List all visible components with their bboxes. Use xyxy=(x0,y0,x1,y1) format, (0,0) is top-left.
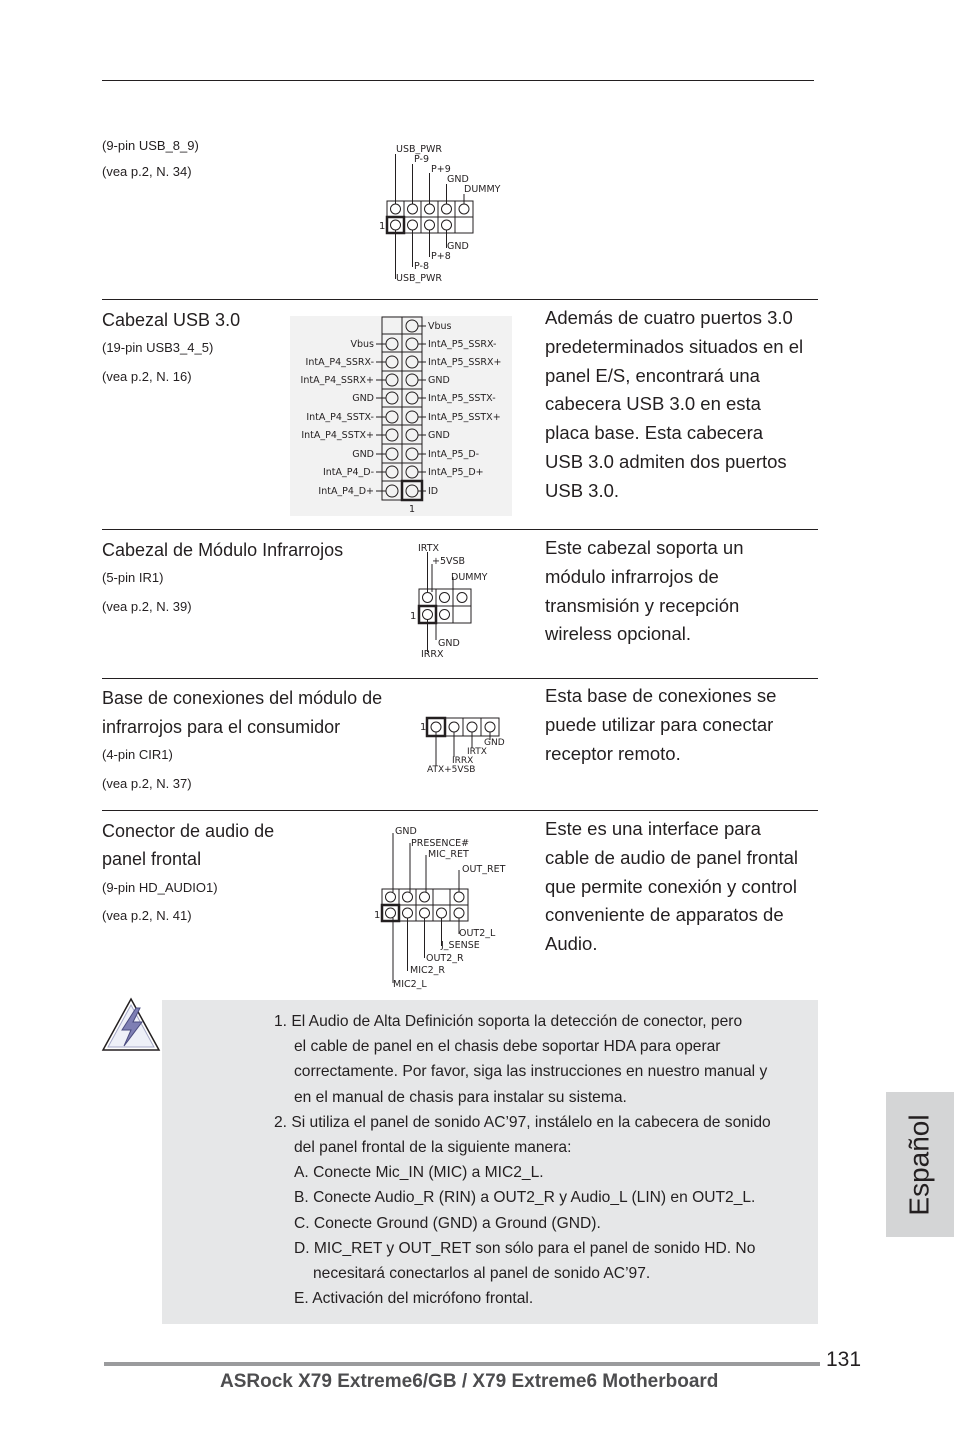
ir-pin-label: IRRX xyxy=(421,649,444,660)
usb89-pin-label: P-8 xyxy=(414,261,429,272)
usb3-left-pin: GND xyxy=(352,449,374,460)
audio-desc-line: Audio. xyxy=(545,933,598,955)
ir-desc-line: transmisión y recepción xyxy=(545,594,740,616)
audio-title-line1: Conector de audio de xyxy=(102,821,275,841)
audio-pin-label: J_SENSE xyxy=(441,940,480,951)
audio-desc-line: cable de audio de panel frontal xyxy=(545,846,799,868)
cir-description xyxy=(545,682,776,768)
ir-pin-label: +5VSB xyxy=(432,556,466,567)
usb3-right-pin: IntA_P5_SSRX- xyxy=(428,339,497,350)
usb3-pin-diagram xyxy=(290,316,512,516)
usb3-desc-line: placa base. Esta cabecera xyxy=(545,422,764,444)
note-item: B. Conecte Audio_R (RIN) a OUT2_R y Audio_L (LIN) en OUT2_L. xyxy=(294,1189,756,1207)
note-item: C. Conecte Ground (GND) a Ground (GND). xyxy=(294,1214,601,1232)
usb3-desc-line: USB 3.0 admiten dos puertos xyxy=(545,450,787,472)
usb89-pin-label: GND xyxy=(447,241,469,252)
ir-desc-line: módulo infrarrojos de xyxy=(545,565,719,587)
usb3-desc-line: cabecera USB 3.0 en esta xyxy=(545,393,761,415)
ir-pin-label: DUMMY xyxy=(451,572,488,583)
warning-icon xyxy=(100,996,162,1054)
note-item: el cable de panel en el chasis debe soportar HDA para operar xyxy=(294,1038,721,1056)
usb3-right-pin: GND xyxy=(428,375,450,386)
usb3-desc-line: USB 3.0. xyxy=(545,479,620,501)
cir-pin-label: ATX+5VSB xyxy=(427,765,476,775)
audio-pin-count: (9-pin HD_AUDIO1) xyxy=(102,880,218,895)
usb89-pin-count: (9-pin USB_8_9) xyxy=(102,138,199,153)
audio-title-line2: panel frontal xyxy=(102,849,202,869)
note-item: del panel frontal de la siguiente manera: xyxy=(294,1139,572,1157)
header-rule xyxy=(102,80,814,81)
usb3-title: Cabezal USB 3.0 xyxy=(102,310,241,330)
ir-ref: (vea p.2, N. 39) xyxy=(102,599,192,614)
audio-pin-label: OUT2_L xyxy=(459,928,496,939)
audio-desc-line: conveniente de apparatos de xyxy=(545,904,784,926)
ir-pin-count: (5-pin IR1) xyxy=(102,570,164,585)
usb3-left-pin: IntA_P4_SSRX- xyxy=(305,357,374,368)
cir-pin1-marker: 1 xyxy=(420,722,427,733)
audio-desc-line: Este es una interface para xyxy=(545,818,761,839)
cir-pin-label: IRRX xyxy=(452,756,474,766)
usb3-desc-line: predeterminados situados en el xyxy=(545,335,804,357)
note-item: 2. Si utiliza el panel de sonido AC’97, instálelo en la cabecera de sonido xyxy=(274,1113,771,1131)
ir-desc-line: wireless opcional. xyxy=(545,623,692,645)
cir-title-line1: Base de conexiones del módulo de xyxy=(102,688,383,708)
usb89-pin-diagram xyxy=(360,140,540,290)
usb3-left-pin: IntA_P4_SSTX+ xyxy=(301,430,374,441)
audio-pin-label: OUT_RET xyxy=(462,864,506,875)
language-tab-text: Español xyxy=(904,1113,935,1216)
note-item: en el manual de chasis para instalar su sistema. xyxy=(294,1088,627,1106)
note-item: D. MIC_RET y OUT_RET son sólo para el panel de sonido HD. No xyxy=(294,1239,756,1257)
audio-ref: (vea p.2, N. 41) xyxy=(102,908,192,923)
usb3-right-pin: ID xyxy=(428,486,439,497)
usb89-pin-label: DUMMY xyxy=(464,184,501,195)
cir-desc-line: puede utilizar para conectar xyxy=(545,713,774,735)
audio-pin-label: OUT2_R xyxy=(426,953,464,964)
audio-pin-label: MIC2_L xyxy=(393,979,427,990)
usb3-right-pin: Vbus xyxy=(428,321,452,332)
cir-desc-line: Esta base de conexiones se xyxy=(545,685,777,706)
usb3-left-pin: IntA_P4_SSRX+ xyxy=(300,375,374,386)
usb3-desc-line: panel E/S, encontrará una xyxy=(545,364,760,386)
ir-desc-line: Este cabezal soporta un xyxy=(545,537,744,558)
section-divider xyxy=(102,529,818,530)
ir-description xyxy=(545,534,744,649)
usb89-pin-label: GND xyxy=(447,174,469,185)
note-item: A. Conecte Mic_IN (MIC) a MIC2_L. xyxy=(294,1164,544,1182)
cir-pin-diagram xyxy=(415,710,515,776)
usb89-pin-label: P-9 xyxy=(414,154,429,165)
footer-rule xyxy=(104,1362,820,1366)
section-divider xyxy=(102,678,818,679)
usb3-right-pin: IntA_P5_D+ xyxy=(428,467,484,478)
usb3-desc-line: Además de cuatro puertos 3.0 xyxy=(545,307,793,328)
ir-pin1-marker: 1 xyxy=(410,611,417,622)
usb3-right-pin: IntA_P5_SSTX+ xyxy=(428,412,501,423)
usb89-pin-label: USB_PWR xyxy=(396,273,442,284)
note-item: correctamente. Por favor, siga las instrucciones en nuestro manual y xyxy=(294,1063,768,1081)
usb89-pin-label: USB_PWR xyxy=(396,144,442,155)
audio-desc-line: que permite conexión y control xyxy=(545,875,797,897)
audio-pin1-marker: 1 xyxy=(374,910,381,921)
usb3-right-pin: IntA_P5_D- xyxy=(428,449,480,460)
cir-title-line2: infrarrojos para el consumidor xyxy=(102,717,341,737)
note-list xyxy=(274,1009,771,1311)
audio-pin-label: MIC2_R xyxy=(410,965,446,976)
audio-pin-label: PRESENCE# xyxy=(411,838,470,849)
usb3-pin1-marker: 1 xyxy=(409,504,416,515)
usb3-right-pin: IntA_P5_SSRX+ xyxy=(428,357,502,368)
section-divider xyxy=(102,810,818,811)
usb89-pin-label: P+8 xyxy=(431,251,451,262)
usb3-right-pin: GND xyxy=(428,430,450,441)
usb89-pin-label: P+9 xyxy=(431,164,451,175)
ir-pin-label: IRTX xyxy=(418,543,440,554)
cir-pin-label: IRTX xyxy=(467,747,487,757)
usb3-left-pin: GND xyxy=(352,393,374,404)
audio-description xyxy=(545,815,798,959)
note-item: E. Activación del micrófono frontal. xyxy=(294,1290,534,1308)
usb89-ref: (vea p.2, N. 34) xyxy=(102,164,192,179)
usb3-pin-count: (19-pin USB3_4_5) xyxy=(102,340,214,355)
language-tab-label xyxy=(886,1092,954,1237)
footer-title: ASRock X79 Extreme6/GB / X79 Extreme6 Motherboard xyxy=(220,1371,719,1392)
usb3-ref: (vea p.2, N. 16) xyxy=(102,369,192,384)
usb3-left-pin: Vbus xyxy=(350,339,374,350)
cir-pin-count: (4-pin CIR1) xyxy=(102,747,173,762)
section-divider xyxy=(102,299,818,300)
usb89-pin1-marker: 1 xyxy=(379,221,386,232)
usb3-left-pin: IntA_P4_D+ xyxy=(318,486,374,497)
audio-pin-diagram xyxy=(370,822,520,992)
ir-pin-diagram xyxy=(405,540,505,660)
audio-pin-label: MIC_RET xyxy=(428,849,469,860)
usb3-left-pin: IntA_P4_D- xyxy=(322,467,374,478)
ir-title: Cabezal de Módulo Infrarrojos xyxy=(102,540,344,560)
usb3-description xyxy=(545,304,803,506)
cir-pin-label: GND xyxy=(484,738,505,748)
note-item: necesitará conectarlos al panel de sonido AC’97. xyxy=(313,1265,651,1283)
cir-desc-line: receptor remoto. xyxy=(545,742,681,764)
cir-ref: (vea p.2, N. 37) xyxy=(102,776,192,791)
page-number: 131 xyxy=(826,1348,862,1371)
audio-pin-label: GND xyxy=(395,826,417,837)
usb3-left-pin: IntA_P4_SSTX- xyxy=(306,412,374,423)
note-item: 1. El Audio de Alta Definición soporta la detección de conector, pero xyxy=(274,1013,743,1030)
ir-pin-label: GND xyxy=(438,638,460,649)
usb3-right-pin: IntA_P5_SSTX- xyxy=(428,393,496,404)
